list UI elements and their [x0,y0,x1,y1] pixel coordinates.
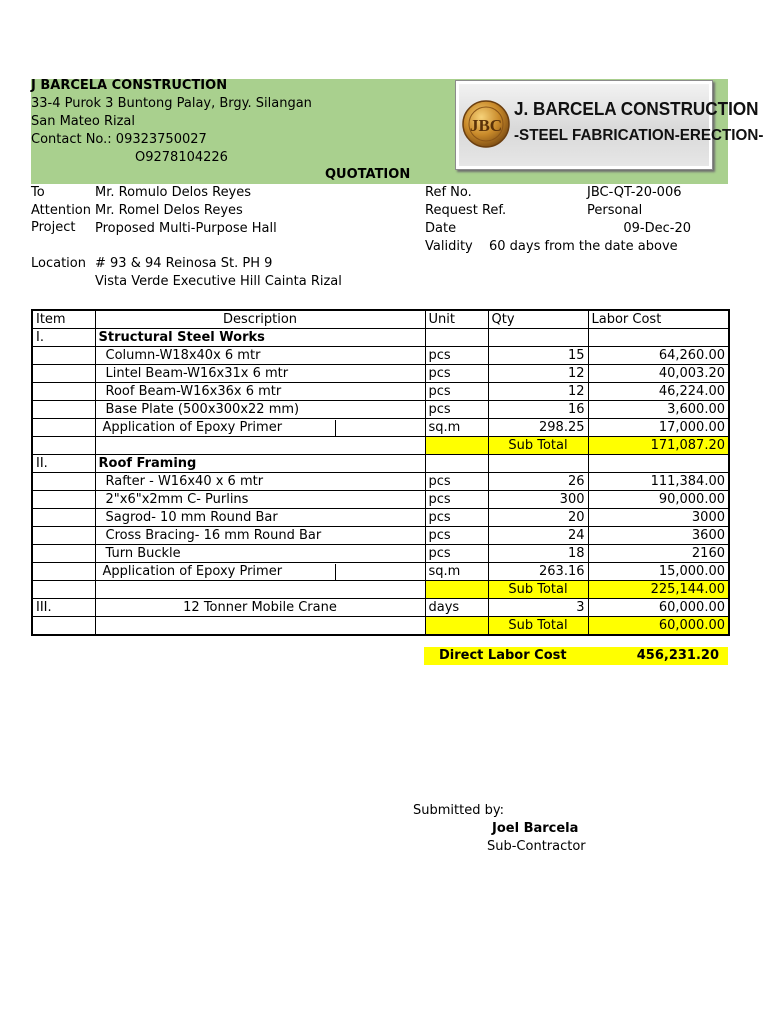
row-unit: pcs [425,491,488,509]
row-description: Lintel Beam-W16x31x 6 mtr [95,365,425,383]
table-row [32,491,729,509]
row-unit: pcs [425,383,488,401]
company-name: J BARCELA CONSTRUCTION [31,78,228,93]
row-qty: 3 [488,599,588,617]
date-value: 09-Dec-20 [623,221,691,236]
row-description: Base Plate (500x300x22 mm) [95,401,425,419]
row-description: Roof Beam-W16x36x 6 mtr [95,383,425,401]
attention-value: Mr. Romel Delos Reyes [95,203,243,218]
location-label: Location [31,256,86,271]
signatory-name: Joel Barcela [492,821,579,836]
subtotal-row [32,617,729,636]
jbc-monogram-icon [459,84,515,164]
subtotal-row [32,437,729,455]
row-unit: pcs [425,473,488,491]
direct-labor-cost [424,647,728,665]
project-label: Project [31,220,76,235]
row-description: 12 Tonner Mobile Crane [95,599,425,617]
row-unit: pcs [425,365,488,383]
logo-company-name: J. BARCELA CONSTRUCTION [514,99,759,119]
to-value: Mr. Romulo Delos Reyes [95,185,252,200]
row-qty: 15 [488,347,588,365]
table-row [32,347,729,365]
company-contact-2: O9278104226 [135,150,228,165]
row-cost: 64,260.00 [588,347,729,365]
header-description: Description [95,310,425,329]
request-value: Personal [587,203,643,218]
row-description: 2"x6"x2mm C- Purlins [95,491,425,509]
header-labor-cost: Labor Cost [588,310,729,329]
row-unit: pcs [425,509,488,527]
section-row [32,599,729,617]
row-description: Application of Epoxy Primer [96,420,336,436]
subtotal-label: Sub Total [488,581,588,599]
table-row [32,509,729,527]
row-unit: sq.m [425,419,488,437]
row-unit: pcs [425,527,488,545]
direct-labor-label: Direct Labor Cost [439,648,567,663]
table-row [32,401,729,419]
cost-table [31,309,730,636]
subtotal-value: 225,144.00 [588,581,729,599]
submitted-by-label: Submitted by: [413,803,504,818]
company-address-line1: 33-4 Purok 3 Buntong Palay, Brgy. Silangan [31,96,312,111]
row-cost: 90,000.00 [588,491,729,509]
subtotal-value: 60,000.00 [588,617,729,636]
jbc-monogram-letters: JBC [469,116,503,135]
row-description: Cross Bracing- 16 mm Round Bar [95,527,425,545]
row-unit: pcs [425,401,488,419]
location-value-1: # 93 & 94 Reinosa St. PH 9 [95,256,273,271]
row-unit: sq.m [425,563,488,581]
table-row [32,383,729,401]
logo-tagline: -STEEL FABRICATION-ERECTION- [514,127,764,144]
row-qty: 300 [488,491,588,509]
table-row [32,545,729,563]
project-value: Proposed Multi-Purpose Hall [95,221,277,236]
company-logo [455,80,764,170]
request-label: Request Ref. [425,203,507,218]
header-item: Item [32,310,95,329]
table-row [32,527,729,545]
row-qty: 24 [488,527,588,545]
subtotal-label: Sub Total [488,617,588,636]
header-unit: Unit [425,310,488,329]
company-address-line2: San Mateo Rizal [31,114,135,129]
document-title: QUOTATION [325,167,411,182]
company-contact: Contact No.: 09323750027 [31,132,207,147]
section-number: III. [32,599,95,617]
row-description: Application of Epoxy Primer [96,564,336,580]
row-qty: 16 [488,401,588,419]
row-qty: 20 [488,509,588,527]
table-row [32,563,729,581]
subtotal-value: 171,087.20 [588,437,729,455]
row-description: Rafter - W16x40 x 6 mtr [95,473,425,491]
subtotal-row [32,581,729,599]
validity-value: 60 days from the date above [489,239,678,254]
row-cost: 17,000.00 [588,419,729,437]
date-label: Date [425,221,457,236]
table-header-row [32,310,729,329]
row-cost: 2160 [588,545,729,563]
row-qty: 263.16 [488,563,588,581]
row-cost: 46,224.00 [588,383,729,401]
table-row [32,419,729,437]
row-unit: days [425,599,488,617]
section-title: Roof Framing [95,455,425,473]
row-cost: 15,000.00 [588,563,729,581]
signatory-title: Sub-Contractor [487,839,586,854]
row-unit: pcs [425,347,488,365]
header-qty: Qty [488,310,588,329]
subtotal-label: Sub Total [488,437,588,455]
section-row [32,329,729,347]
row-description: Turn Buckle [95,545,425,563]
location-value-2: Vista Verde Executive Hill Cainta Rizal [95,274,342,289]
table-row [32,365,729,383]
to-label: To [31,185,45,200]
validity-label: Validity [425,239,473,254]
row-description: Sagrod- 10 mm Round Bar [95,509,425,527]
row-unit: pcs [425,545,488,563]
ref-label: Ref No. [425,185,472,200]
row-cost: 3,600.00 [588,401,729,419]
row-qty: 12 [488,383,588,401]
row-cost: 60,000.00 [588,599,729,617]
section-number: I. [32,329,95,347]
row-description: Column-W18x40x 6 mtr [95,347,425,365]
row-cost: 111,384.00 [588,473,729,491]
row-cost: 3000 [588,509,729,527]
row-cost: 40,003.20 [588,365,729,383]
section-row [32,455,729,473]
ref-value: JBC-QT-20-006 [587,185,682,200]
row-qty: 18 [488,545,588,563]
row-qty: 298.25 [488,419,588,437]
row-qty: 26 [488,473,588,491]
row-qty: 12 [488,365,588,383]
section-title: Structural Steel Works [95,329,425,347]
section-number: II. [32,455,95,473]
row-cost: 3600 [588,527,729,545]
attention-label: Attention [31,203,91,218]
direct-labor-value: 456,231.20 [636,648,719,663]
table-row [32,473,729,491]
